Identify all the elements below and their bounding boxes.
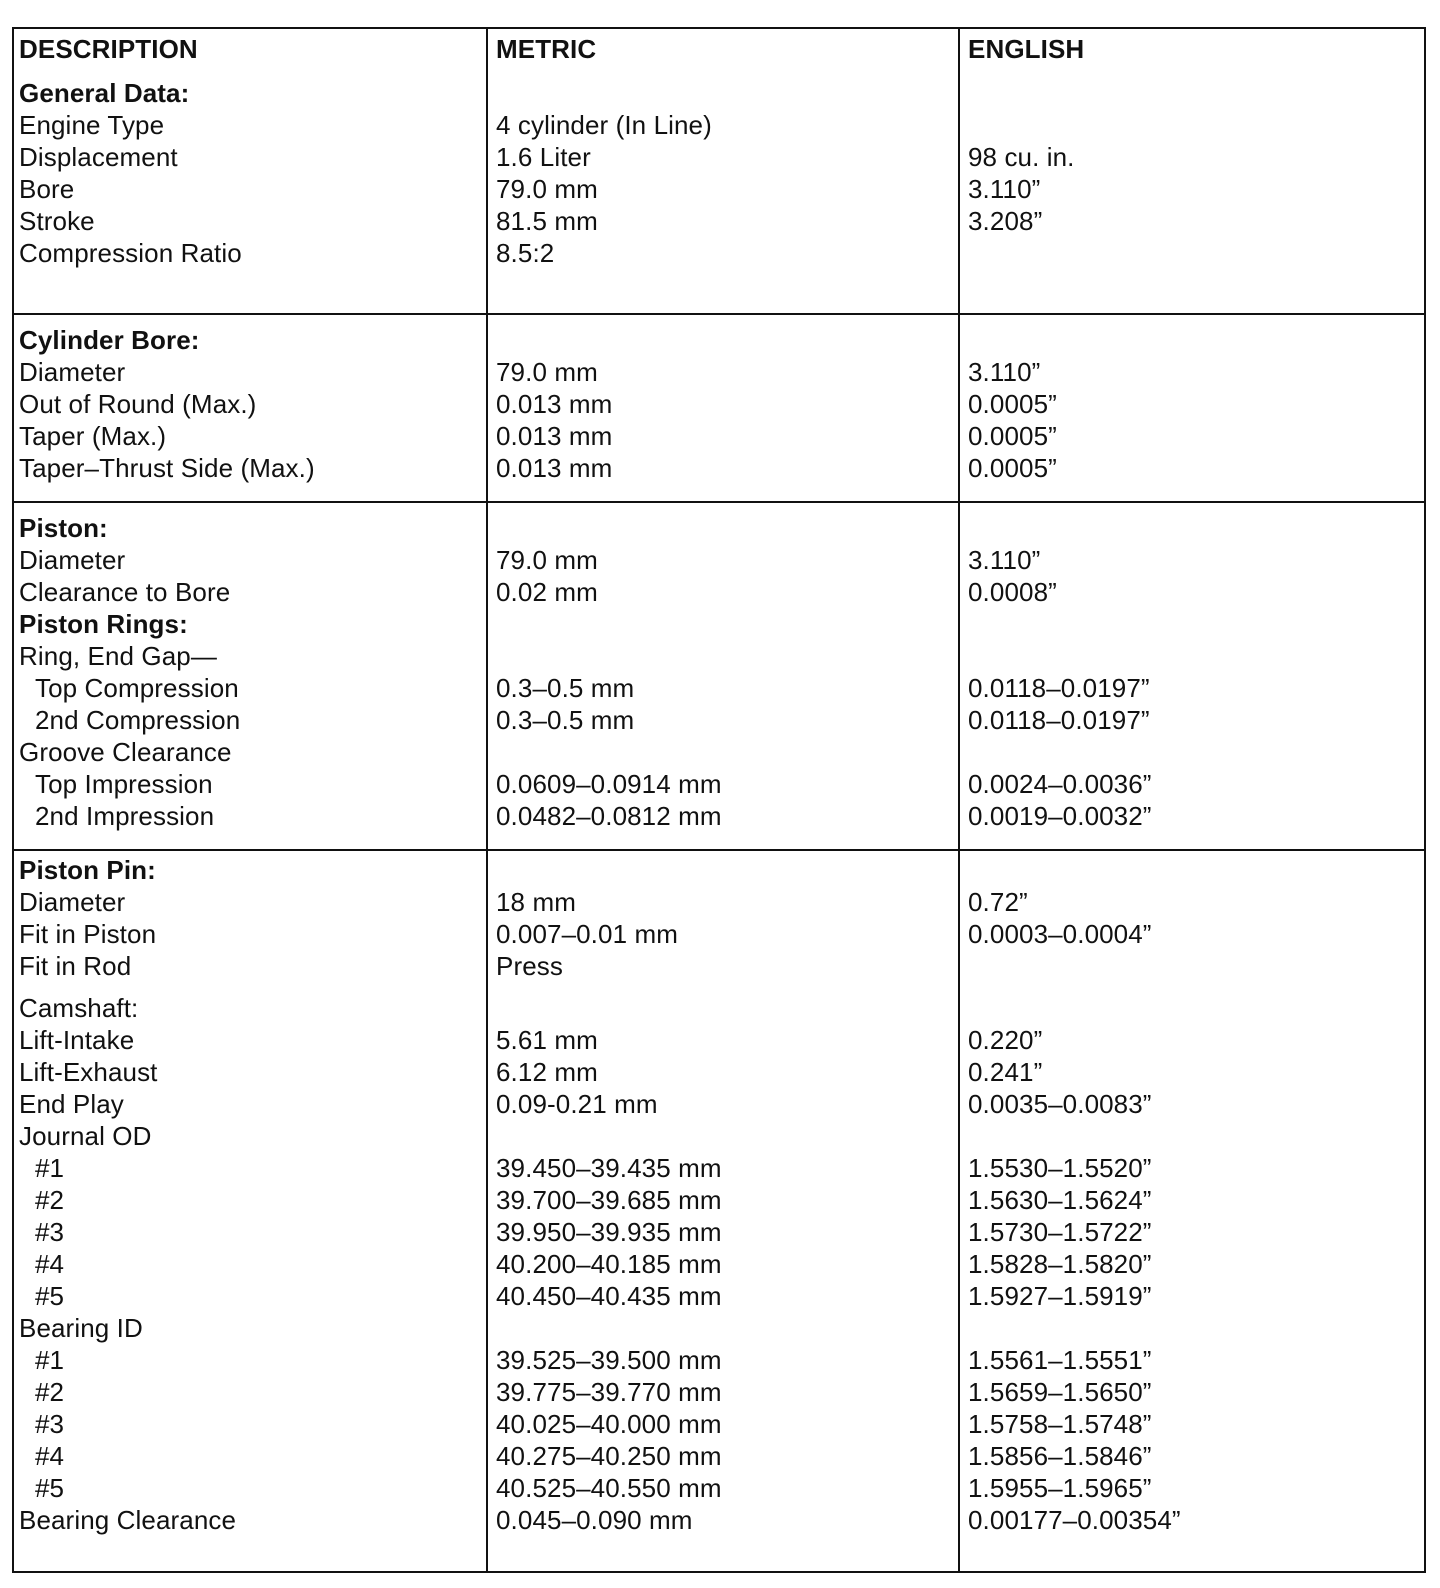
row-english-value: 3.208” <box>968 206 1043 236</box>
row-description: #5 <box>35 1473 65 1503</box>
row-metric-value: 5.61 mm <box>496 1025 598 1055</box>
row-description: Bearing Clearance <box>19 1505 237 1535</box>
row-english-value: 0.0024–0.0036” <box>968 769 1152 799</box>
row-english-value: 1.5659–1.5650” <box>968 1377 1152 1407</box>
row-english-value: 3.110” <box>968 357 1041 387</box>
row-metric-value: 0.0482–0.0812 mm <box>496 801 722 831</box>
row-description: Diameter <box>19 887 126 917</box>
row-metric-value: 40.450–40.435 mm <box>496 1281 722 1311</box>
row-description: #3 <box>35 1409 65 1439</box>
row-english-value: 0.72” <box>968 887 1028 917</box>
row-description: Lift-Exhaust <box>19 1057 158 1087</box>
row-metric-value: 1.6 Liter <box>496 142 591 172</box>
row-description: Bore <box>19 174 75 204</box>
section-divider <box>14 849 1424 851</box>
row-metric-value: 0.013 mm <box>496 453 613 483</box>
row-description: #1 <box>35 1345 65 1375</box>
row-description: Stroke <box>19 206 95 236</box>
row-english-value: 1.5828–1.5820” <box>968 1249 1152 1279</box>
row-english-value: 0.0005” <box>968 421 1057 451</box>
row-description: #3 <box>35 1217 65 1247</box>
row-description: Diameter <box>19 545 126 575</box>
row-english-value: 1.5927–1.5919” <box>968 1281 1152 1311</box>
row-description: Fit in Piston <box>19 919 157 949</box>
row-english-value: 0.0035–0.0083” <box>968 1089 1152 1119</box>
header-description: DESCRIPTION <box>19 34 198 64</box>
row-metric-value: 0.007–0.01 mm <box>496 919 678 949</box>
row-english-value: 0.0019–0.0032” <box>968 801 1152 831</box>
row-metric-value: 18 mm <box>496 887 576 917</box>
row-english-value: 98 cu. in. <box>968 142 1075 172</box>
row-description: Ring, End Gap— <box>19 641 217 671</box>
row-english-value: 0.0118–0.0197” <box>968 705 1150 735</box>
row-description: #5 <box>35 1281 65 1311</box>
row-description: Lift-Intake <box>19 1025 135 1055</box>
row-metric-value: 0.3–0.5 mm <box>496 673 635 703</box>
row-description: #2 <box>35 1185 65 1215</box>
row-english-value: 0.0003–0.0004” <box>968 919 1152 949</box>
row-english-value: 0.0005” <box>968 389 1057 419</box>
row-description: #1 <box>35 1153 65 1183</box>
column-divider <box>486 29 488 1571</box>
header-metric: METRIC <box>496 34 597 64</box>
row-description: Piston Rings: <box>19 609 188 639</box>
row-metric-value: 79.0 mm <box>496 357 598 387</box>
row-description: Diameter <box>19 357 126 387</box>
row-english-value: 1.5630–1.5624” <box>968 1185 1152 1215</box>
row-metric-value: 8.5:2 <box>496 238 555 268</box>
row-description: Piston Pin: <box>19 855 156 885</box>
row-english-value: 3.110” <box>968 174 1041 204</box>
row-metric-value: 79.0 mm <box>496 174 598 204</box>
row-description: Top Impression <box>35 769 213 799</box>
row-metric-value: 40.025–40.000 mm <box>496 1409 722 1439</box>
row-metric-value: 0.013 mm <box>496 421 613 451</box>
row-metric-value: 39.700–39.685 mm <box>496 1185 722 1215</box>
row-metric-value: 40.525–40.550 mm <box>496 1473 722 1503</box>
row-metric-value: 0.09-0.21 mm <box>496 1089 658 1119</box>
row-metric-value: 39.775–39.770 mm <box>496 1377 722 1407</box>
row-english-value: 0.241” <box>968 1057 1043 1087</box>
section-divider <box>14 313 1424 315</box>
row-metric-value: 0.3–0.5 mm <box>496 705 635 735</box>
header-english: ENGLISH <box>968 34 1085 64</box>
row-description: Taper–Thrust Side (Max.) <box>19 453 315 483</box>
row-metric-value: 4 cylinder (In Line) <box>496 110 712 140</box>
row-english-value: 0.0008” <box>968 577 1057 607</box>
row-metric-value: Press <box>496 951 563 981</box>
row-metric-value: 39.950–39.935 mm <box>496 1217 722 1247</box>
row-description: Top Compression <box>35 673 239 703</box>
row-metric-value: 39.450–39.435 mm <box>496 1153 722 1183</box>
row-english-value: 0.00177–0.00354” <box>968 1505 1181 1535</box>
row-description: Taper (Max.) <box>19 421 167 451</box>
row-description: Journal OD <box>19 1121 152 1151</box>
row-description: Clearance to Bore <box>19 577 231 607</box>
row-metric-value: 0.045–0.090 mm <box>496 1505 693 1535</box>
row-description: General Data: <box>19 78 190 108</box>
row-english-value: 1.5530–1.5520” <box>968 1153 1152 1183</box>
row-description: 2nd Compression <box>35 705 241 735</box>
row-description: Compression Ratio <box>19 238 242 268</box>
row-metric-value: 40.200–40.185 mm <box>496 1249 722 1279</box>
row-description: Bearing ID <box>19 1313 143 1343</box>
row-description: Camshaft: <box>19 993 139 1023</box>
row-metric-value: 79.0 mm <box>496 545 598 575</box>
spec-table <box>12 27 1426 1573</box>
row-description: Out of Round (Max.) <box>19 389 257 419</box>
row-english-value: 0.0118–0.0197” <box>968 673 1150 703</box>
row-description: End Play <box>19 1089 124 1119</box>
row-description: Piston: <box>19 513 108 543</box>
row-metric-value: 0.02 mm <box>496 577 598 607</box>
row-metric-value: 0.0609–0.0914 mm <box>496 769 722 799</box>
row-metric-value: 39.525–39.500 mm <box>496 1345 722 1375</box>
row-metric-value: 0.013 mm <box>496 389 613 419</box>
row-description: Engine Type <box>19 110 165 140</box>
row-english-value: 3.110” <box>968 545 1041 575</box>
row-description: #4 <box>35 1441 65 1471</box>
row-description: Displacement <box>19 142 178 172</box>
row-description: 2nd Impression <box>35 801 215 831</box>
column-divider <box>958 29 960 1571</box>
row-description: #2 <box>35 1377 65 1407</box>
row-description: Cylinder Bore: <box>19 325 200 355</box>
row-description: #4 <box>35 1249 65 1279</box>
row-english-value: 1.5856–1.5846” <box>968 1441 1152 1471</box>
row-metric-value: 40.275–40.250 mm <box>496 1441 722 1471</box>
row-metric-value: 6.12 mm <box>496 1057 598 1087</box>
row-english-value: 1.5561–1.5551” <box>968 1345 1152 1375</box>
row-description: Fit in Rod <box>19 951 132 981</box>
row-english-value: 0.0005” <box>968 453 1057 483</box>
row-description: Groove Clearance <box>19 737 232 767</box>
row-english-value: 1.5758–1.5748” <box>968 1409 1152 1439</box>
row-english-value: 1.5730–1.5722” <box>968 1217 1152 1247</box>
section-divider <box>14 501 1424 503</box>
row-english-value: 0.220” <box>968 1025 1043 1055</box>
row-metric-value: 81.5 mm <box>496 206 598 236</box>
row-english-value: 1.5955–1.5965” <box>968 1473 1152 1503</box>
